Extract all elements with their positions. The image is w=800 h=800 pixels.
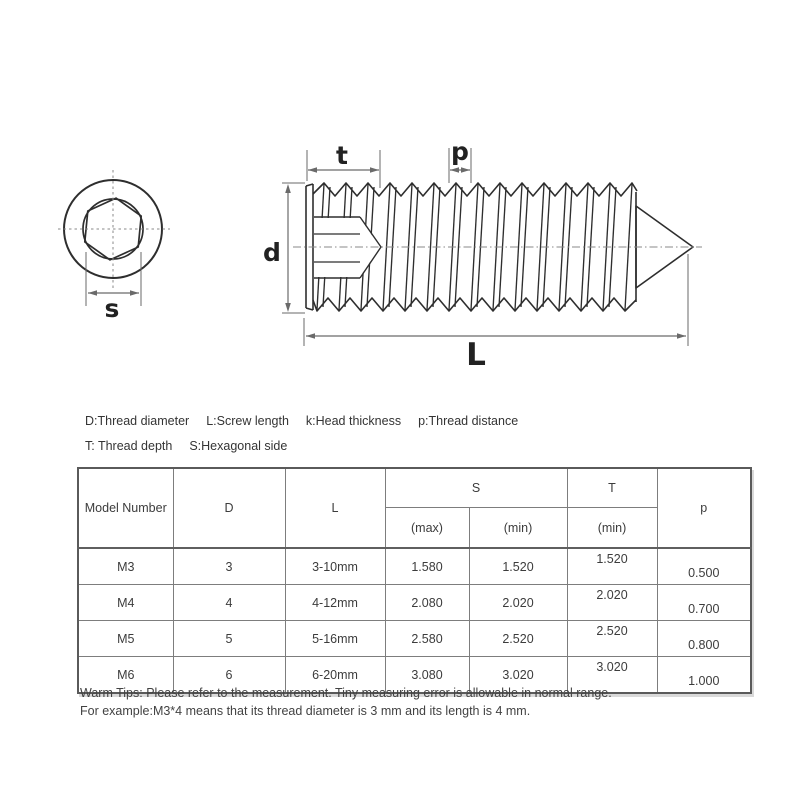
cell-s-max: 2.080 (385, 585, 469, 621)
legend-item-D: D:Thread diameter (85, 414, 190, 428)
header-p: p (657, 468, 751, 548)
dim-label-socket-depth: t (336, 141, 348, 170)
cell-l: 6-20mm (285, 657, 385, 694)
dim-label-diameter: d (263, 238, 281, 267)
cell-s-max: 2.580 (385, 621, 469, 657)
cell-t-min: 1.520 (567, 548, 657, 585)
legend-item-k: k:Head thickness (305, 414, 402, 428)
cell-s-min: 3.020 (469, 657, 567, 694)
cell-p: 0.500 (657, 548, 751, 585)
side-view-set-screw (293, 183, 702, 311)
table-row-m4 (78, 585, 751, 621)
cell-l: 5-16mm (285, 621, 385, 657)
warm-tips-line-2: For example:M3*4 means that its thread diameter is 3 mm and its length is 4 mm. (80, 704, 531, 718)
legend-item-L: L:Screw length (206, 414, 289, 428)
cell-t-min: 2.520 (567, 621, 657, 657)
front-view-hex-socket (58, 170, 170, 290)
header-s: S (385, 468, 567, 508)
cell-p: 0.700 (657, 585, 751, 621)
header-s-max: (max) (385, 508, 469, 549)
cell-model: M6 (78, 657, 173, 694)
warm-tips (80, 684, 612, 720)
spec-table (77, 467, 752, 694)
warm-tips-line-1: Warm Tips: Please refer to the measurement. Tiny measuring error is allowable in normal range. (80, 686, 612, 700)
cell-s-min: 1.520 (469, 548, 567, 585)
cell-p: 0.800 (657, 621, 751, 657)
legend-item-T: T: Thread depth (85, 439, 173, 453)
legend (85, 414, 535, 464)
header-model-number: Model Number (78, 468, 173, 548)
cell-model: M3 (78, 548, 173, 585)
cell-s-max: 3.080 (385, 657, 469, 694)
cell-d: 4 (173, 585, 285, 621)
cell-t-min: 2.020 (567, 585, 657, 621)
cell-p: 1.000 (657, 657, 751, 694)
spec-table-header (78, 468, 751, 548)
cell-s-min: 2.520 (469, 621, 567, 657)
cell-l: 4-12mm (285, 585, 385, 621)
cell-t-min: 3.020 (567, 657, 657, 694)
legend-item-S: S:Hexagonal side (189, 439, 288, 453)
header-t-min: (min) (567, 508, 657, 549)
cell-d: 3 (173, 548, 285, 585)
header-s-min: (min) (469, 508, 567, 549)
table-row-m3 (78, 548, 751, 585)
cell-d: 6 (173, 657, 285, 694)
dim-label-thread-pitch: p (451, 137, 469, 166)
dim-label-length: L (466, 337, 486, 373)
table-row-m5 (78, 621, 751, 657)
header-d: D (173, 468, 285, 548)
cell-s-max: 1.580 (385, 548, 469, 585)
cell-model: M5 (78, 621, 173, 657)
dim-label-hex-side: s (104, 294, 120, 323)
legend-item-p: p:Thread distance (418, 414, 519, 428)
cell-s-min: 2.020 (469, 585, 567, 621)
legend-line-1 (85, 414, 535, 428)
cell-model: M4 (78, 585, 173, 621)
legend-line-2 (85, 439, 535, 453)
cell-d: 5 (173, 621, 285, 657)
header-l: L (285, 468, 385, 548)
header-t: T (567, 468, 657, 508)
cell-l: 3-10mm (285, 548, 385, 585)
